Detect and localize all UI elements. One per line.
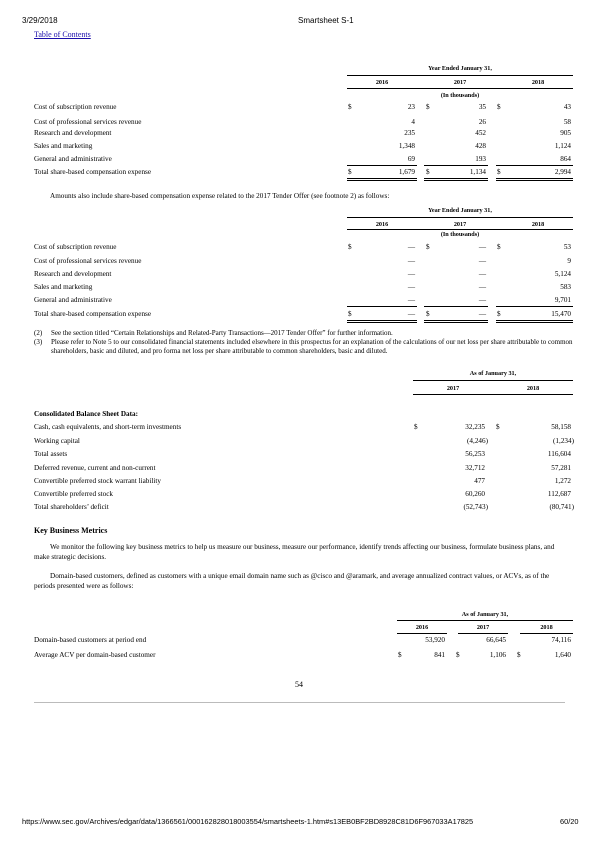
table1-cell: 864	[560, 155, 571, 163]
table2-cell: —	[407, 283, 415, 291]
dollar-sign: $	[414, 423, 418, 431]
table2-cell: 9	[567, 257, 571, 265]
total-double-rule	[424, 178, 488, 181]
subtotal-rule	[347, 306, 417, 307]
table1-cell: 193	[475, 155, 486, 163]
print-page-count: 60/20	[560, 817, 579, 826]
table1-total-cell: 1,134	[469, 168, 486, 176]
table1-header-rule	[347, 75, 573, 76]
table2-row-label: Cost of professional services revenue	[34, 257, 142, 265]
table2-total-cell: —	[478, 310, 486, 318]
table3-cell: 32,712	[465, 464, 485, 472]
key-metrics-heading: Key Business Metrics	[34, 526, 108, 535]
table2-row-label: Sales and marketing	[34, 283, 93, 291]
table4-cell: 1,640	[554, 651, 571, 659]
table4-year-rule	[397, 633, 447, 634]
dollar-sign: $	[348, 103, 352, 111]
subtotal-rule	[347, 165, 417, 166]
table1-cell: 58	[563, 118, 571, 126]
table4-row-label: Domain-based customers at period end	[34, 636, 147, 644]
balance-sheet-section-title: Consolidated Balance Sheet Data:	[34, 410, 139, 418]
table1-year-2017: 2017	[453, 79, 467, 86]
subtotal-rule	[496, 165, 573, 166]
table2-cell: —	[407, 296, 415, 304]
table3-years-rule	[413, 394, 573, 395]
table4-cell: 841	[434, 651, 445, 659]
subtotal-rule	[496, 306, 573, 307]
table1-cell: 35	[478, 103, 486, 111]
table2-total-cell: —	[407, 310, 415, 318]
table3-row-label: Total shareholders’ deficit	[34, 503, 109, 511]
dollar-sign: $	[497, 310, 501, 318]
table1-cell: 23	[407, 103, 415, 111]
table4-row-label: Average ACV per domain-based customer	[34, 651, 156, 659]
table3-cell: 56,253	[465, 450, 485, 458]
table2-cell: —	[407, 257, 415, 265]
table2-cell: 583	[560, 283, 571, 291]
total-double-rule	[347, 178, 417, 181]
table3-cell: 116,604	[547, 450, 571, 458]
page-number: 54	[295, 680, 303, 689]
footnote-2-text: See the section titled “Certain Relationships and Related-Party Transactions—2017 Tender Offer” for further information.	[51, 329, 393, 337]
table3-cell: (1,234)	[553, 437, 574, 445]
table2-cell: 9,701	[554, 296, 571, 304]
table-of-contents-link[interactable]: Table of Contents	[34, 30, 91, 39]
table3-cell: 112,687	[547, 490, 571, 498]
total-double-rule	[496, 320, 573, 323]
footnote-3-marker: (3)	[34, 338, 43, 346]
table2-year-2017: 2017	[453, 221, 467, 228]
table3-cell: 32,235	[465, 423, 485, 431]
dollar-sign: $	[426, 168, 430, 176]
table1-year-2018: 2018	[531, 79, 545, 86]
table2-cell: —	[478, 283, 486, 291]
footnote-2-marker: (2)	[34, 329, 43, 337]
dollar-sign: $	[426, 310, 430, 318]
table4-cell: 66,645	[486, 636, 506, 644]
table3-cell: (4,246)	[467, 437, 488, 445]
table3-header-rule	[413, 380, 573, 381]
table1-cell: 1,124	[554, 142, 571, 150]
table1-cell: 1,348	[398, 142, 415, 150]
key-metrics-paragraph-1: We monitor the following key business metrics to help us measure our business, measure our performance, identify trends affecting our business, formulate business plans, and make strategic decisions.	[34, 543, 555, 561]
dollar-sign: $	[497, 243, 501, 251]
table4-year-rule	[520, 633, 573, 634]
key-metrics-paragraph-2: Domain-based customers, defined as customers with a unique email domain name such as @cisco and @aramark, and average annualized contract values, or ACVs, as of the periods presented were as follows:	[34, 572, 550, 590]
table3-row-label: Total assets	[34, 450, 68, 458]
table3-cell: (52,743)	[463, 503, 488, 511]
dollar-sign: $	[348, 243, 352, 251]
table4-cell: 53,920	[425, 636, 445, 644]
table2-row-label: Cost of subscription revenue	[34, 243, 117, 251]
dollar-sign: $	[497, 168, 501, 176]
footnote-3-text: Please refer to Note 5 to our consolidated financial statements included elsewhere in this prospectus for an explanation of the calculations of our net loss per share attributable to common shareholders, basic and diluted, and pro forma net loss per share attributable to common shareholders, basic and diluted.	[51, 338, 573, 355]
table4-header-rule	[397, 620, 573, 621]
table3-row-label: Deferred revenue, current and non-current	[34, 464, 156, 472]
table2-header-rule	[347, 217, 573, 218]
table2-cell: —	[407, 243, 415, 251]
table2-cell: —	[478, 270, 486, 278]
dollar-sign: $	[497, 103, 501, 111]
table1-total-cell: 1,679	[398, 168, 415, 176]
table3-year-2017: 2017	[446, 385, 460, 392]
table3-cell: 58,158	[551, 423, 571, 431]
table2-total-label: Total share-based compensation expense	[34, 310, 152, 318]
table2-cell: —	[478, 296, 486, 304]
total-double-rule	[347, 320, 417, 323]
dollar-sign: $	[348, 310, 352, 318]
table3-cell: 57,281	[551, 464, 571, 472]
table3-row-label: Cash, cash equivalents, and short-term investments	[34, 423, 182, 431]
table2-year-2016: 2016	[375, 221, 389, 228]
table3-cell: 477	[474, 477, 485, 485]
table3-row-label: Convertible preferred stock	[34, 490, 114, 498]
dollar-sign: $	[348, 168, 352, 176]
table2-total-cell: 15,470	[551, 310, 571, 318]
table2-row-label: Research and development	[34, 270, 112, 278]
table1-units: (In thousands)	[440, 92, 480, 99]
table4-cell: 1,106	[489, 651, 506, 659]
table1-row-label: Cost of subscription revenue	[34, 103, 117, 111]
table1-cell: 69	[407, 155, 415, 163]
total-double-rule	[496, 178, 573, 181]
table1-cell: 4	[411, 118, 415, 126]
subtotal-rule	[424, 306, 488, 307]
document-title: Smartsheet S-1	[298, 16, 354, 25]
table1-cell: 452	[475, 129, 486, 137]
dollar-sign: $	[426, 103, 430, 111]
table2-cell: 5,124	[554, 270, 571, 278]
table2-cell: —	[407, 270, 415, 278]
dollar-sign: $	[398, 651, 402, 659]
table1-year-2016: 2016	[375, 79, 389, 86]
dollar-sign: $	[456, 651, 460, 659]
subtotal-rule	[424, 165, 488, 166]
dollar-sign: $	[496, 423, 500, 431]
table1-cell: 905	[560, 129, 571, 137]
table3-period-header: As of January 31,	[469, 370, 517, 377]
table4-cell: 74,116	[551, 636, 571, 644]
table2-period-header: Year Ended January 31,	[428, 207, 492, 214]
table1-row-label: Sales and marketing	[34, 142, 93, 150]
table4-year-rule	[458, 633, 508, 634]
table3-cell: (80,741)	[549, 503, 574, 511]
table1-total-cell: 2,994	[554, 168, 571, 176]
table2-year-2018: 2018	[531, 221, 545, 228]
table1-cell: 428	[475, 142, 486, 150]
table1-row-label: General and administrative	[34, 155, 112, 163]
table1-cell: 26	[478, 118, 486, 126]
table1-total-label: Total share-based compensation expense	[34, 168, 152, 176]
table2-units: (In thousands)	[440, 231, 480, 238]
table3-cell: 1,272	[554, 477, 571, 485]
table1-period-header: Year Ended January 31,	[428, 65, 492, 72]
table1-cell: 43	[563, 103, 571, 111]
table2-years-rule	[347, 229, 573, 230]
table4-period-header: As of January 31,	[461, 611, 509, 618]
table4-year-2017: 2017	[476, 624, 490, 631]
table2-cell: —	[478, 243, 486, 251]
table2-row-label: General and administrative	[34, 296, 112, 304]
table1-cell: 235	[404, 129, 415, 137]
table4-year-2016: 2016	[415, 624, 429, 631]
table3-row-label: Working capital	[34, 437, 80, 445]
table4-year-2018: 2018	[540, 624, 553, 631]
total-double-rule	[424, 320, 488, 323]
print-date: 3/29/2018	[22, 16, 58, 25]
tender-offer-intro: Amounts also include share-based compensation expense related to the 2017 Tender Offer (see footnote 2) as follows:	[50, 192, 390, 200]
print-url: https://www.sec.gov/Archives/edgar/data/1366561/000162828018003554/smartsheets-1.htm#s13EB0BF2BD8928C81D6F967033A17825	[22, 817, 474, 826]
table1-row-label: Cost of professional services revenue	[34, 118, 142, 126]
table3-cell: 60,260	[465, 490, 485, 498]
table2-cell: 53	[563, 243, 571, 251]
dollar-sign: $	[426, 243, 430, 251]
table3-year-2018: 2018	[526, 385, 540, 392]
table1-years-rule	[347, 88, 573, 89]
dollar-sign: $	[517, 651, 521, 659]
page-separator	[34, 702, 565, 703]
table1-row-label: Research and development	[34, 129, 112, 137]
table2-cell: —	[478, 257, 486, 265]
table3-row-label: Convertible preferred stock warrant liability	[34, 477, 161, 485]
